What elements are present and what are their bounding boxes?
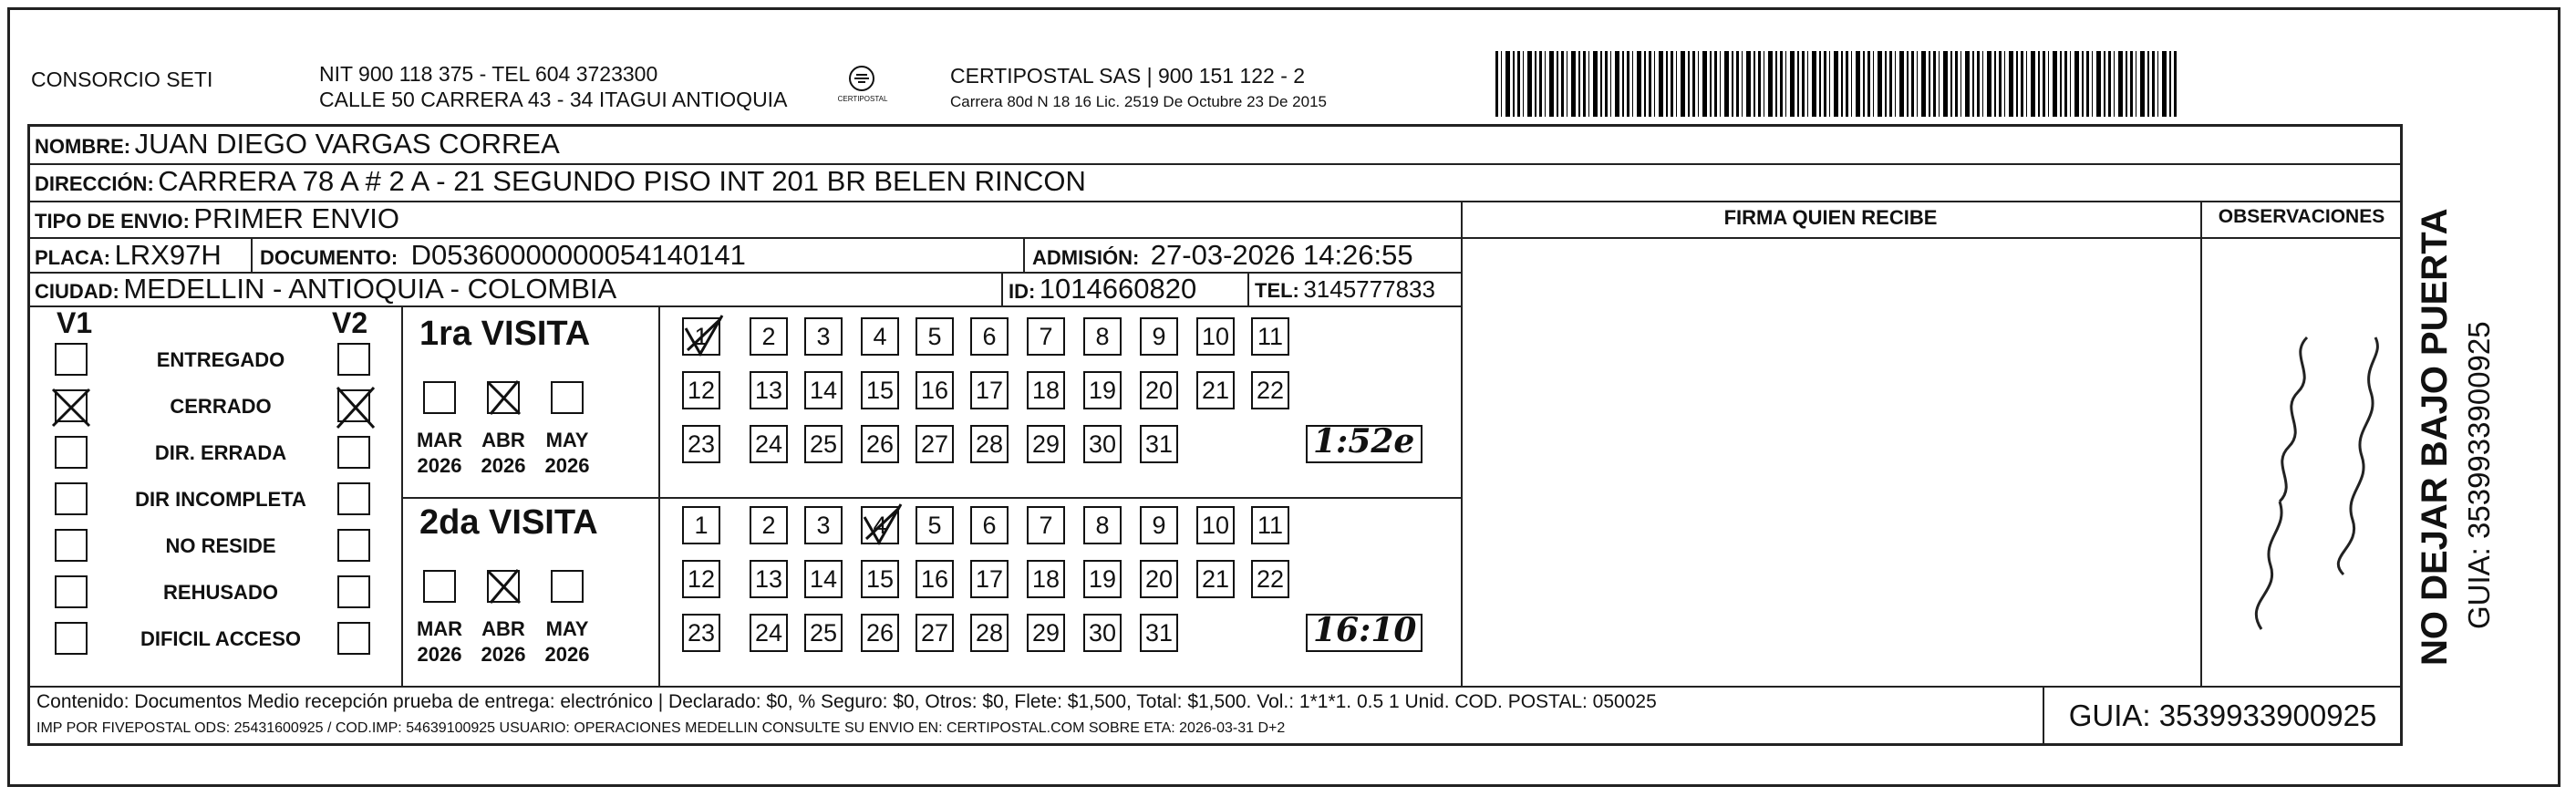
day-box[interactable]: 7 bbox=[1027, 506, 1065, 544]
day-box[interactable]: 15 bbox=[861, 371, 899, 409]
time-box[interactable] bbox=[1306, 425, 1422, 463]
status-label: NO RESIDE bbox=[165, 534, 276, 557]
day-box[interactable]: 14 bbox=[804, 371, 843, 409]
day-box[interactable]: 25 bbox=[804, 425, 843, 463]
month-label: ABR bbox=[481, 429, 525, 451]
day-box[interactable]: 21 bbox=[1196, 560, 1235, 598]
day-box[interactable]: 4 bbox=[861, 317, 899, 356]
day-box[interactable]: 20 bbox=[1140, 371, 1178, 409]
col-divider bbox=[1247, 272, 1249, 305]
month-label: MAR bbox=[416, 617, 463, 640]
company-name: CONSORCIO SETI bbox=[31, 67, 213, 91]
v1-checkbox-1[interactable] bbox=[55, 389, 88, 422]
nombre-row bbox=[35, 128, 560, 160]
visit-divider bbox=[401, 497, 1461, 499]
day-box[interactable]: 20 bbox=[1140, 560, 1178, 598]
handwritten-time: 1:52e bbox=[1313, 422, 1415, 461]
day-box[interactable]: 11 bbox=[1251, 317, 1289, 356]
month-checkbox[interactable] bbox=[551, 381, 584, 414]
tel-field bbox=[1255, 275, 1435, 304]
certipostal-logo bbox=[834, 58, 889, 113]
day-box[interactable]: 4 bbox=[861, 506, 899, 544]
v2-checkbox-2[interactable] bbox=[337, 436, 370, 469]
year-label: 2026 bbox=[544, 454, 590, 477]
license-line: Carrera 80d N 18 16 Lic. 2519 De Octubre 23 De 2015 bbox=[950, 93, 1327, 110]
v2-checkbox-3[interactable] bbox=[337, 482, 370, 515]
day-box[interactable]: 18 bbox=[1027, 560, 1065, 598]
day-box[interactable]: 23 bbox=[682, 425, 720, 463]
day-box[interactable]: 2 bbox=[750, 506, 788, 544]
ciudad-label: CIUDAD: bbox=[35, 280, 119, 303]
nit-line: NIT 900 118 375 - TEL 604 3723300 bbox=[319, 62, 658, 86]
day-box[interactable]: 8 bbox=[1083, 317, 1122, 356]
tipo-value: PRIMER ENVIO bbox=[193, 202, 400, 234]
day-box[interactable]: 22 bbox=[1251, 560, 1289, 598]
day-box[interactable]: 15 bbox=[861, 560, 899, 598]
direccion-row bbox=[35, 165, 1086, 198]
col-divider bbox=[1461, 201, 1463, 686]
v1-header: V1 bbox=[57, 306, 93, 339]
day-box[interactable]: 19 bbox=[1083, 371, 1122, 409]
status-label: REHUSADO bbox=[163, 581, 278, 604]
day-box[interactable]: 31 bbox=[1140, 614, 1178, 652]
col-divider bbox=[658, 305, 660, 686]
col-divider bbox=[1001, 272, 1003, 305]
day-box[interactable]: 30 bbox=[1083, 614, 1122, 652]
day-box[interactable]: 29 bbox=[1027, 425, 1065, 463]
direccion-label: DIRECCIÓN: bbox=[35, 172, 154, 195]
id-field bbox=[1009, 273, 1196, 305]
day-box[interactable]: 11 bbox=[1251, 506, 1289, 544]
day-box[interactable]: 26 bbox=[861, 425, 899, 463]
month-label: MAY bbox=[545, 617, 589, 640]
month-checkbox[interactable] bbox=[423, 570, 456, 603]
day-box[interactable]: 9 bbox=[1140, 506, 1178, 544]
status-label: DIFICIL ACCESO bbox=[140, 627, 301, 650]
v2-checkbox-0[interactable] bbox=[337, 343, 370, 376]
status-label: ENTREGADO bbox=[156, 348, 285, 371]
v2-checkbox-6[interactable] bbox=[337, 622, 370, 655]
time-box[interactable] bbox=[1306, 614, 1422, 652]
day-box[interactable]: 27 bbox=[916, 614, 954, 652]
status-label: CERRADO bbox=[170, 395, 272, 418]
logo-caption: CERTIPOSTAL bbox=[837, 95, 888, 103]
v1-checkbox-6[interactable] bbox=[55, 622, 88, 655]
year-label: 2026 bbox=[417, 454, 462, 477]
day-box[interactable]: 14 bbox=[804, 560, 843, 598]
visit-title: 1ra VISITA bbox=[419, 315, 591, 353]
v2-checkbox-5[interactable] bbox=[337, 575, 370, 608]
day-box[interactable]: 8 bbox=[1083, 506, 1122, 544]
day-box[interactable]: 31 bbox=[1140, 425, 1178, 463]
day-box[interactable]: 13 bbox=[750, 560, 788, 598]
day-box[interactable]: 5 bbox=[916, 317, 954, 356]
v1-checkbox-5[interactable] bbox=[55, 575, 88, 608]
handwritten-time: 16:10 bbox=[1313, 611, 1417, 649]
tipo-label: TIPO DE ENVIO: bbox=[35, 210, 190, 233]
day-box[interactable]: 28 bbox=[970, 425, 1009, 463]
day-box[interactable]: 17 bbox=[970, 560, 1009, 598]
side-warning: NO DEJAR BAJO PUERTA bbox=[2415, 208, 2455, 666]
nombre-value: JUAN DIEGO VARGAS CORREA bbox=[134, 128, 560, 160]
imp-line: IMP POR FIVEPOSTAL ODS: 25431600925 / COD.IMP: 54639100925 USUARIO: OPERACIONES MEDELLIN CONSULTE SU ENVIO EN: CERTIPOSTAL.COM SOBRE ETA: 2026-03-31 D+2 bbox=[36, 720, 1286, 736]
year-label: 2026 bbox=[417, 643, 462, 666]
ciudad-value: MEDELLIN - ANTIOQUIA - COLOMBIA bbox=[123, 273, 617, 305]
day-box[interactable]: 16 bbox=[916, 560, 954, 598]
day-box[interactable]: 19 bbox=[1083, 560, 1122, 598]
day-box[interactable]: 30 bbox=[1083, 425, 1122, 463]
carrier-line: CERTIPOSTAL SAS | 900 151 122 - 2 bbox=[950, 64, 1306, 88]
contenido-line: Contenido: Documentos Medio recepción prueba de entrega: electrónico | Declarado: $0, % Seguro: $0, Otros: $0, Flete: $1,500, Total: $1,500. Vol.: 1*1*1. 0.5 1 Unid. COD. POSTAL: 050025 bbox=[36, 691, 1657, 712]
tipo-row bbox=[35, 202, 399, 235]
firma-label: FIRMA QUIEN RECIBE bbox=[1723, 206, 1938, 229]
day-box[interactable]: 24 bbox=[750, 425, 788, 463]
row-divider bbox=[27, 305, 1461, 307]
day-box[interactable]: 1 bbox=[682, 506, 720, 544]
tel-label: TEL: bbox=[1255, 279, 1299, 302]
year-label: 2026 bbox=[481, 454, 526, 477]
day-box[interactable]: 1 bbox=[682, 317, 720, 356]
tel-value: 3145777833 bbox=[1303, 275, 1435, 303]
address-line: CALLE 50 CARRERA 43 - 34 ITAGUI ANTIOQUIA bbox=[319, 88, 788, 111]
documento-value: D05360000000054140141 bbox=[410, 239, 746, 271]
v2-checkbox-1[interactable] bbox=[337, 389, 370, 422]
year-label: 2026 bbox=[481, 643, 526, 666]
day-box[interactable]: 23 bbox=[682, 614, 720, 652]
visit-title: 2da VISITA bbox=[419, 503, 598, 542]
v1-checkbox-2[interactable] bbox=[55, 436, 88, 469]
month-checkbox[interactable] bbox=[423, 381, 456, 414]
v1-checkbox-3[interactable] bbox=[55, 482, 88, 515]
day-box[interactable]: 12 bbox=[682, 560, 720, 598]
ciudad-field bbox=[35, 273, 616, 305]
barcode bbox=[1495, 51, 2179, 117]
col-divider bbox=[251, 237, 253, 272]
col-divider bbox=[2200, 201, 2202, 686]
day-box[interactable]: 13 bbox=[750, 371, 788, 409]
day-box[interactable]: 17 bbox=[970, 371, 1009, 409]
guia-box: GUIA: 3539933900925 bbox=[2043, 686, 2403, 746]
month-checkbox[interactable] bbox=[487, 381, 520, 414]
day-box[interactable]: 10 bbox=[1196, 317, 1235, 356]
side-guia: GUIA: 3539933900925 bbox=[2462, 321, 2496, 629]
day-box[interactable]: 6 bbox=[970, 506, 1009, 544]
day-box[interactable]: 9 bbox=[1140, 317, 1178, 356]
month-checkbox[interactable] bbox=[551, 570, 584, 603]
col-divider bbox=[401, 305, 403, 686]
day-box[interactable]: 2 bbox=[750, 317, 788, 356]
direccion-value: CARRERA 78 A # 2 A - 21 SEGUNDO PISO INT 201 BR BELEN RINCON bbox=[158, 165, 1086, 197]
documento-label: DOCUMENTO: bbox=[260, 246, 398, 269]
id-label: ID: bbox=[1009, 280, 1036, 303]
month-checkbox[interactable] bbox=[487, 570, 520, 603]
day-box[interactable]: 3 bbox=[804, 506, 843, 544]
v2-checkbox-4[interactable] bbox=[337, 529, 370, 562]
col-divider bbox=[1023, 237, 1025, 272]
day-box[interactable]: 7 bbox=[1027, 317, 1065, 356]
nombre-label: NOMBRE: bbox=[35, 135, 131, 158]
day-box[interactable]: 10 bbox=[1196, 506, 1235, 544]
day-box[interactable]: 5 bbox=[916, 506, 954, 544]
v1-checkbox-0[interactable] bbox=[55, 343, 88, 376]
day-box[interactable]: 16 bbox=[916, 371, 954, 409]
placa-field bbox=[35, 239, 222, 272]
observaciones-label: OBSERVACIONES bbox=[2218, 206, 2385, 227]
sig-header-line bbox=[1461, 237, 2403, 239]
day-box[interactable]: 18 bbox=[1027, 371, 1065, 409]
placa-value: LRX97H bbox=[114, 239, 222, 271]
status-label: DIR. ERRADA bbox=[154, 441, 287, 464]
day-box[interactable]: 28 bbox=[970, 614, 1009, 652]
placa-label: PLACA: bbox=[35, 246, 111, 269]
admision-field bbox=[1032, 239, 1413, 272]
status-label: DIR INCOMPLETA bbox=[135, 488, 306, 511]
day-box[interactable]: 3 bbox=[804, 317, 843, 356]
id-value: 1014660820 bbox=[1039, 273, 1197, 305]
admision-value: 27-03-2026 14:26:55 bbox=[1150, 239, 1413, 271]
day-box[interactable]: 27 bbox=[916, 425, 954, 463]
year-label: 2026 bbox=[544, 643, 590, 666]
admision-label: ADMISIÓN: bbox=[1032, 246, 1140, 269]
v2-header: V2 bbox=[332, 306, 368, 339]
day-box[interactable]: 6 bbox=[970, 317, 1009, 356]
day-box[interactable]: 25 bbox=[804, 614, 843, 652]
day-box[interactable]: 26 bbox=[861, 614, 899, 652]
day-box[interactable]: 29 bbox=[1027, 614, 1065, 652]
v1-checkbox-4[interactable] bbox=[55, 529, 88, 562]
month-label: MAR bbox=[416, 429, 463, 451]
day-box[interactable]: 24 bbox=[750, 614, 788, 652]
day-box[interactable]: 12 bbox=[682, 371, 720, 409]
documento-field bbox=[260, 239, 746, 272]
day-box[interactable]: 22 bbox=[1251, 371, 1289, 409]
day-box[interactable]: 21 bbox=[1196, 371, 1235, 409]
month-label: ABR bbox=[481, 617, 525, 640]
month-label: MAY bbox=[545, 429, 589, 451]
